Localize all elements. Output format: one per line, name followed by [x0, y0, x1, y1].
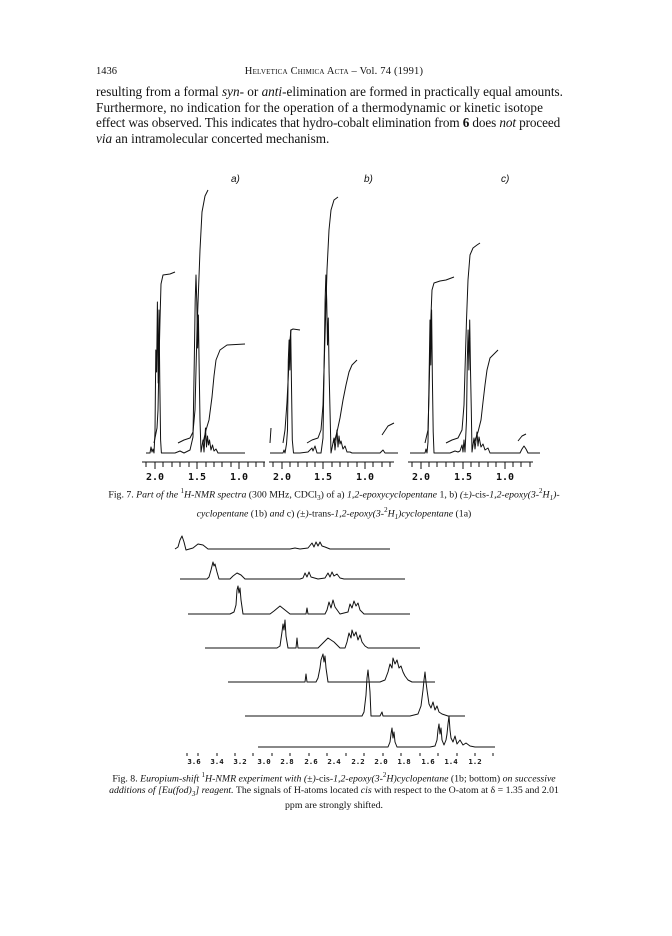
page-number: 1436: [96, 66, 117, 77]
text-fragment: via: [96, 130, 113, 146]
text-fragment: with respect to the O-atom at δ = 1.35 and 2.01: [371, 785, 559, 797]
text-fragment: -1,2-epoxy(3-: [331, 508, 385, 520]
fig7c-integral: [425, 243, 526, 443]
text-fragment: (±)-: [296, 508, 312, 520]
fig7b-integral: [270, 197, 394, 443]
fig7c-ticks: [412, 462, 530, 469]
caption-label: Fig. 8.: [112, 773, 138, 785]
fig7-panel-label-b: b): [364, 174, 373, 185]
text-fragment: )-: [553, 489, 560, 501]
text-fragment: ) of: [320, 489, 337, 501]
fig7-panel-label-c: c): [501, 174, 510, 185]
fig7c-tick-label: 1.0: [495, 472, 515, 483]
fig7-caption: [96, 485, 572, 523]
journal-name: Helvetica Chimica Acta: [244, 66, 349, 77]
fig8-tick-label: 3.6: [187, 757, 201, 766]
text-fragment: Part of the: [133, 489, 181, 501]
fig7b-tick-label: 1.0: [355, 472, 375, 483]
text-fragment: (1b): [248, 508, 270, 520]
text-fragment: -elimination are formed in practically equal amounts.: [282, 84, 563, 99]
fig8-tick-label: 1.4: [444, 757, 458, 766]
fig7b-tick-label: 1.5: [313, 472, 333, 483]
fig7c-tick-label: 2.0: [411, 472, 431, 483]
text-fragment: H: [387, 508, 395, 520]
text-fragment: H)cyclopentane: [386, 773, 449, 785]
fig8-tick-marks: [187, 753, 493, 756]
text-fragment: cis: [475, 489, 486, 501]
text-fragment: cis: [360, 785, 372, 797]
fig7a-ticks: [146, 462, 264, 469]
text-fragment: anti: [261, 84, 283, 99]
fig8-trace-3: [188, 586, 410, 614]
fig8-tick-label: 1.2: [468, 757, 482, 766]
text-fragment: (1a): [453, 508, 472, 520]
text-fragment: bottom): [469, 773, 503, 785]
text-fragment: 1, b): [437, 489, 460, 501]
fig7-caption-line-2: cyclopentane (1b) and c) $(\pm)-trans-1,2-epoxy(3-^2H_1)cyclopentane$ (1a): [196, 506, 472, 522]
text-fragment: additions of [Eu(fod): [109, 785, 192, 797]
text-fragment: does: [469, 115, 500, 131]
caption-label: Fig. 7.: [108, 489, 134, 501]
text-fragment: ] reagent.: [195, 785, 234, 797]
fig8-caption: [96, 769, 572, 812]
text-fragment: H-NMR spectra: [184, 489, 247, 501]
text-fragment: )cyclopentane: [398, 508, 454, 520]
text-fragment: trans: [311, 508, 332, 520]
text-fragment: 1,2-epoxycyclopentane: [347, 489, 438, 501]
text-fragment: (300 MHz, CDCl: [246, 489, 318, 501]
text-fragment: -1,2-epoxy(3-: [329, 773, 383, 785]
compound-number: 6: [462, 115, 470, 131]
fig7-caption-line-1: Fig. 7. Part of the $^1$H-NMR spectra (300 MHz, CDCl$_3$) of a) 1,2-epoxycyclopentane 1, b) $(\pm)-cis-1,2-epoxy(3-^2H_1)-$: [108, 487, 560, 503]
fig8-trace-2: [180, 562, 405, 579]
fig7b-tick-label: 2.0: [272, 472, 292, 483]
fig7-panel-label-a: a): [231, 174, 240, 185]
fig8-tick-label: 2.0: [374, 757, 388, 766]
fig7b-ticks: [273, 462, 390, 469]
fig8-trace-7: [258, 716, 495, 747]
fig8-tick-label: 2.6: [304, 757, 318, 766]
text-fragment: Europium-shift: [137, 773, 202, 785]
fig8-caption-line-2: additions of $[Eu(fod)_3]$ reagent. The signals of H-atoms located cis with respect to the O-atom at δ = 1.35 and 2.01: [109, 785, 559, 799]
fig8-caption-line-1: Fig. 8. Europium-shift $^1$H-NMR experiment with (±)-cis-1,2-epoxy(3-$^2$H)cyclopentane (1b; bottom) on successive: [112, 771, 556, 785]
fig7c-tick-label: 1.5: [453, 472, 473, 483]
text-fragment: on successive: [502, 773, 556, 785]
text-fragment: proceed: [515, 115, 561, 131]
text-fragment: effect was observed. This indicates that hydro-cobalt elimination from: [96, 115, 463, 131]
text-fragment: H-NMR experiment with: [205, 773, 304, 785]
fig7a-tick-label: 2.0: [145, 472, 165, 483]
text-fragment: an intramolecular concerted mechanism.: [112, 130, 330, 146]
journal-volume: – Vol. 74 (1991): [351, 66, 424, 77]
text-fragment: -1,2-epoxy(3-: [485, 489, 539, 501]
fig8-tick-label: 3.2: [233, 757, 247, 766]
text-fragment: H: [542, 489, 550, 501]
text-fragment: - or: [239, 84, 262, 99]
text-fragment: c): [284, 508, 297, 520]
text-fragment: (1b;: [448, 773, 470, 785]
text-fragment: (±)-: [303, 773, 319, 785]
fig8-trace-5: [228, 654, 435, 682]
fig8-trace-4: [205, 620, 420, 648]
text-fragment: The signals of H-atoms located: [233, 785, 361, 797]
text-fragment: a): [336, 489, 347, 501]
body-line-2: Furthermore, no indication for the operation of a thermodynamic or kinetic isotope: [96, 99, 544, 115]
fig8-tick-label: 3.0: [257, 757, 271, 766]
text-fragment: cis: [318, 773, 330, 785]
fig8-tick-label: 2.2: [351, 757, 365, 766]
text-fragment: not: [499, 115, 516, 131]
text-fragment: resulting from a formal: [96, 84, 222, 99]
fig8-trace-6: [245, 670, 465, 716]
fig8-tick-label: 3.4: [210, 757, 224, 766]
text-fragment: and: [269, 508, 285, 520]
fig8-tick-label: 2.8: [280, 757, 294, 766]
fig8-trace-1: [175, 536, 390, 550]
text-fragment: (±)-: [459, 489, 476, 501]
fig8-tick-label: 1.6: [421, 757, 435, 766]
fig8-caption-line-3: ppm are strongly shifted.: [285, 800, 383, 812]
text-fragment: cyclopentane: [196, 508, 249, 520]
fig7a-tick-label: 1.5: [187, 472, 207, 483]
fig8-tick-label: 2.4: [327, 757, 341, 766]
fig7a-tick-label: 1.0: [229, 472, 249, 483]
fig7-tick-marks: [146, 462, 530, 469]
text-fragment: syn: [221, 84, 240, 99]
fig8-tick-label: 1.8: [397, 757, 411, 766]
fig8-spectra: [175, 536, 495, 747]
